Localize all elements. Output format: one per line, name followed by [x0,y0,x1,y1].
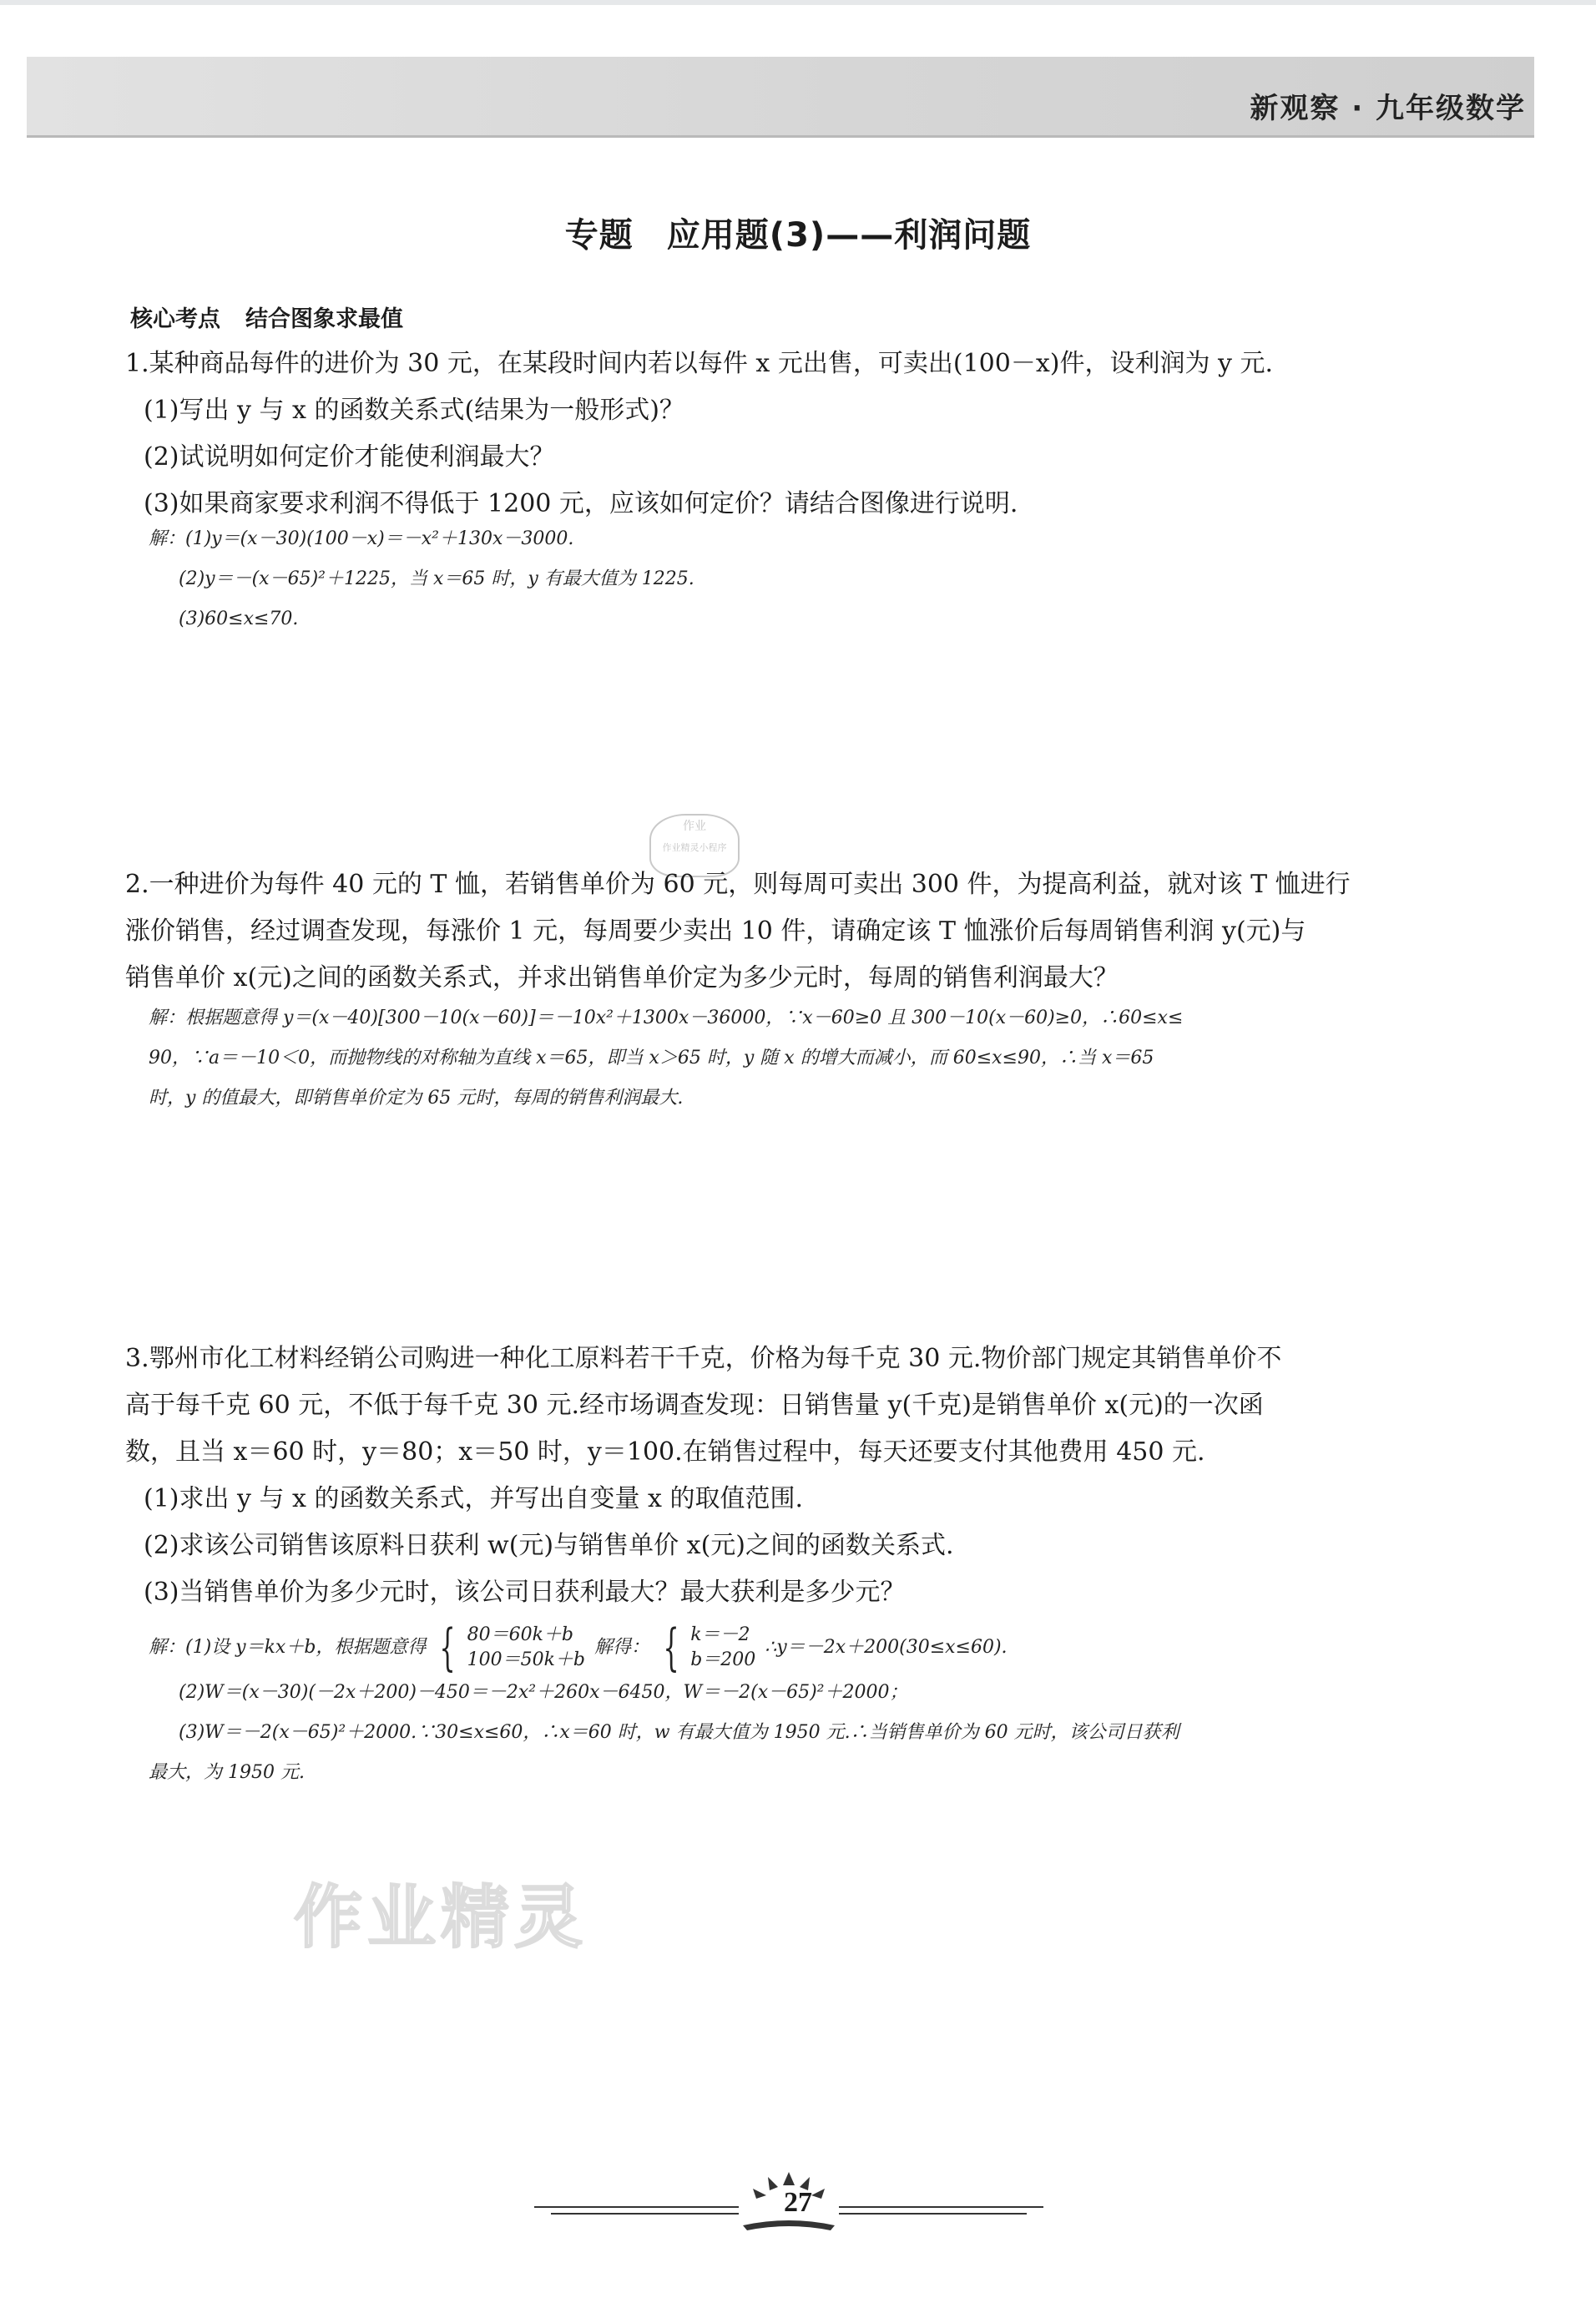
header-title: 新观察 · 九年级数学 [1250,92,1526,125]
a3-line-1 [149,1619,1179,1677]
page-title-main: 专题 [564,216,634,255]
top-edge-line [0,0,1596,5]
q1-part-3: (3)如果商家要求利润不得低于 1200 元，应该如何定价？请结合图像进行说明. [144,489,1018,518]
a1-line-1: 解：(1)y＝(x－30)(100－x)＝－x²＋130x－3000. [149,528,574,549]
page-number: 27 [784,2187,812,2218]
q3-part-2: (2)求该公司销售该原料日获利 w(元)与销售单价 x(元)之间的函数关系式. [144,1531,954,1560]
a3-line-2: (2)W＝(x－30)(－2x＋200)－450＝－2x²＋260x－6450，W＝－2(x－65)²＋2000； [179,1682,908,1703]
answer-2 [149,998,1183,1119]
a1-line-3: (3)60≤x≤70. [179,609,299,629]
q2-line-1: 2.一种进价为每件 40 元的 T 恤，若销售单价为 60 元，则每周可卖出 300 件，为提高利益，就对该 T 恤进行 [125,870,1351,899]
watermark: 作业精灵 [294,1878,588,1957]
a3-intro: 解：(1)设 y＝kx＋b，根据题意得 [149,1637,427,1658]
section-label: 核心考点 [130,306,220,332]
q3-part-1: (1)求出 y 与 x 的函数关系式，并写出自变量 x 的取值范围. [144,1484,804,1513]
q3-part-3: (3)当销售单价为多少元时，该公司日获利最大？最大获利是多少元？ [144,1578,906,1607]
system-solution [690,1623,755,1673]
a2-line-3: 时，y 的值最大，即销售单价定为 65 元时，每周的销售利润最大. [149,1088,684,1109]
left-brace: { [439,1619,457,1677]
section-heading [130,301,403,333]
stamp-text-1: 作业 [683,820,706,833]
answer-3 [149,1619,1179,1793]
stamp-text-2: 作业精灵小程序 [662,842,727,853]
question-1 [125,341,1273,528]
section-topic: 结合图象求最值 [245,306,403,332]
a2-line-2: 90，∵a＝－10＜0，而抛物线的对称轴为直线 x＝65，即当 x＞65 时，y 随 x 的增大而减小，而 60≤x≤90，∴当 x＝65 [149,1048,1154,1068]
q1-part-2: (2)试说明如何定价才能使利润最大？ [144,442,555,472]
q3-line-1: 3.鄂州市化工材料经销公司购进一种化工原料若干千克，价格为每千克 30 元.物价部门规定其销售单价不 [125,1344,1282,1373]
a1-line-2: (2)y＝－(x－65)²＋1225，当 x＝65 时，y 有最大值为 1225. [179,568,694,589]
q2-line-3: 销售单价 x(元)之间的函数关系式，并求出销售单价定为多少元时，每周的销售利润最大？ [125,963,1119,992]
a2-line-1: 解：根据题意得 y＝(x－40)[300－10(x－60)]＝－10x²＋1300x－36000，∵x－60≥0 且 300－10(x－60)≥0，∴60≤x≤ [149,1008,1184,1028]
answer-1 [149,519,694,639]
system-eq-2: 100＝50k＋b [467,1649,586,1670]
question-3 [125,1336,1281,1616]
question-2 [125,861,1351,1002]
q1-stem: 1.某种商品每件的进价为 30 元，在某段时间内若以每件 x 元出售，可卖出(100－x)件，设利润为 y 元. [125,349,1274,378]
left-brace-2: { [663,1619,679,1677]
system-eq-1: 80＝60k＋b [467,1624,574,1645]
solution-b: b＝200 [690,1649,756,1670]
page-title-sub: 应用题(3)——利润问题 [666,216,1032,255]
a3-result: ∴y＝－2x＋200(30≤x≤60). [765,1637,1008,1658]
q2-line-2: 涨价销售，经过调查发现，每涨价 1 元，每周要少卖出 10 件，请确定该 T 恤涨价后每周销售利润 y(元)与 [125,917,1306,946]
q3-line-3: 数，且当 x＝60 时，y＝80；x＝50 时，y＝100.在销售过程中，每天还要支付其他费用 450 元. [125,1437,1205,1467]
q1-part-1: (1)写出 y 与 x 的函数关系式(结果为一般形式)？ [144,396,684,425]
q3-line-2: 高于每千克 60 元，不低于每千克 30 元.经市场调查发现：日销售量 y(千克)是销售单价 x(元)的一次函 [125,1391,1264,1420]
page-title [0,209,1596,256]
a3-solve-label: 解得： [594,1637,650,1658]
system-equations [467,1623,585,1673]
a3-line-3: (3)W＝－2(x－65)²＋2000.∵30≤x≤60，∴x＝60 时，w 有最大值为 1950 元.∴当销售单价为 60 元时，该公司日获利 [179,1722,1179,1743]
a3-line-4: 最大，为 1950 元. [149,1762,305,1783]
solution-k: k＝－2 [690,1624,750,1645]
